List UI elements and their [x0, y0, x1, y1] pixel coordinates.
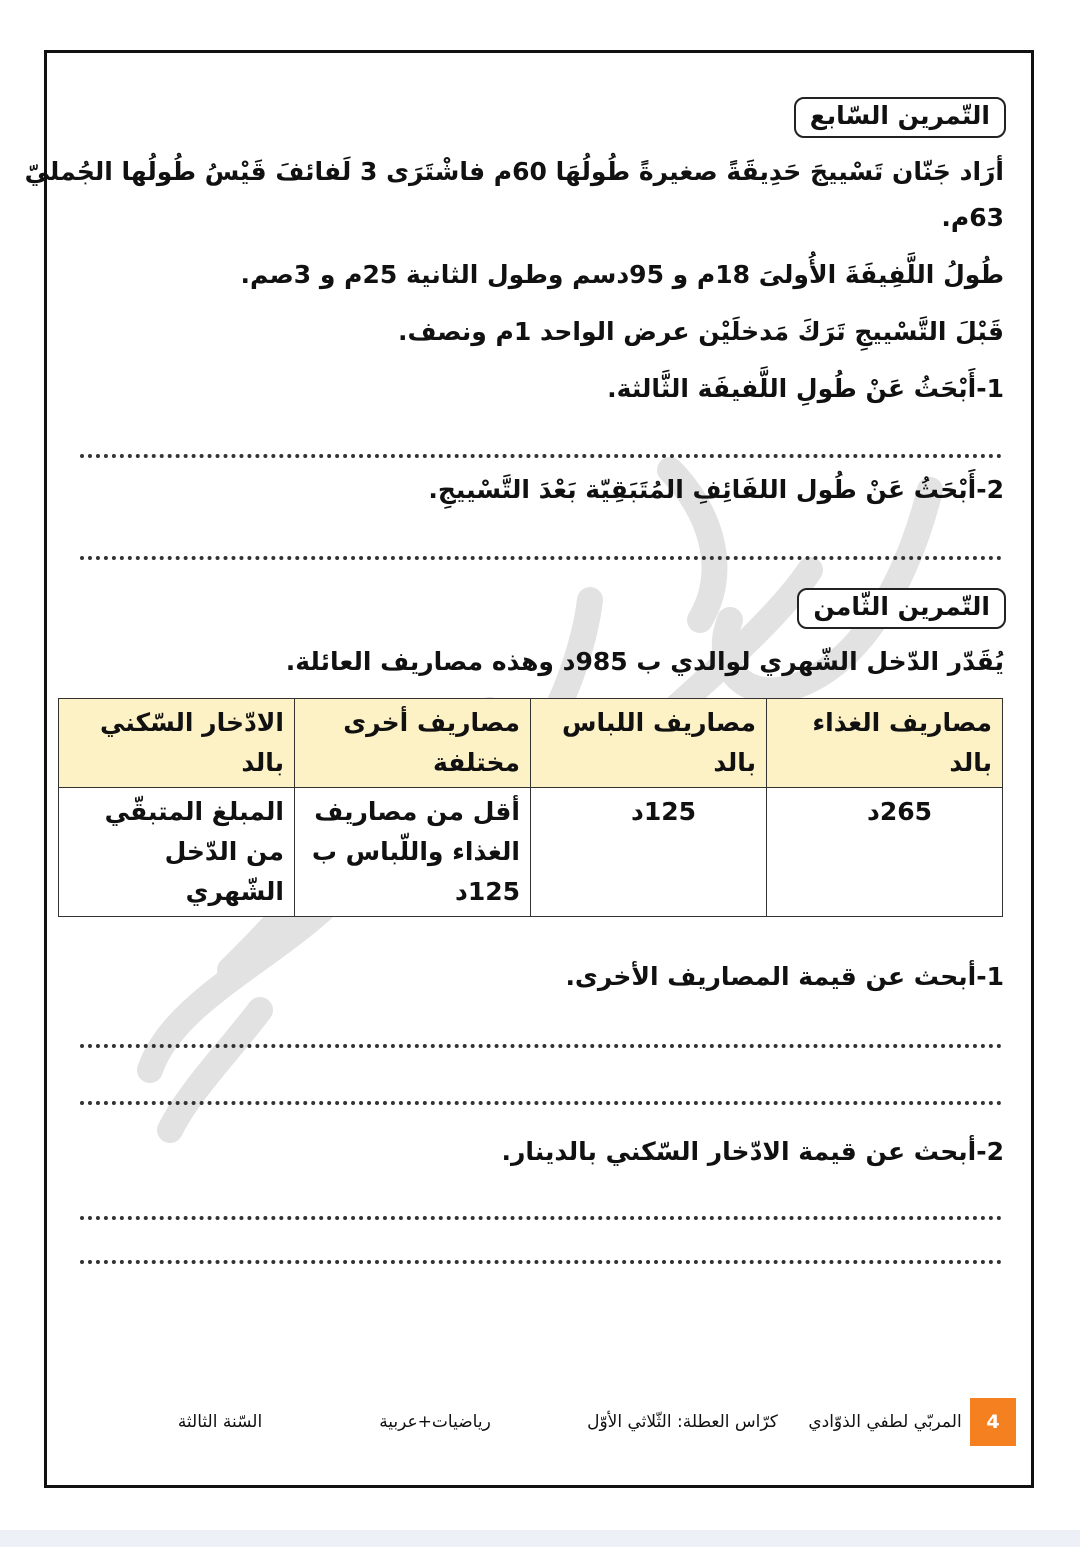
- expenses-table: [58, 698, 1003, 917]
- answer-line[interactable]: [80, 1040, 1002, 1048]
- header-clothing: مصاريف اللباس بالد: [531, 699, 767, 788]
- header-savings: الادّخار السّكني بالد: [59, 699, 295, 788]
- answer-line[interactable]: [80, 450, 1002, 458]
- footer-booklet: كرّاس العطلة: الثّلاثي الأوّل: [587, 1412, 778, 1432]
- footer-subjects: رياضيات+عربية: [379, 1412, 491, 1432]
- answer-line[interactable]: [80, 1212, 1002, 1220]
- exercise8-intro: يُقَدّر الدّخل الشّهري لوالدي ب 985د وهذه مصاريف العائلة.: [285, 647, 1004, 676]
- exercise7-title: التّمرين السّابع: [794, 97, 1006, 138]
- exercise8-question1: 1-أبحث عن قيمة المصاريف الأخرى.: [565, 962, 1004, 991]
- answer-line[interactable]: [80, 1097, 1002, 1105]
- cell-other-value: أقل من مصاريف الغذاء واللّباس ب 125د: [295, 788, 531, 917]
- exercise7-text-line1-cont: 63م.: [941, 203, 1004, 232]
- table-header-row: [59, 699, 1003, 788]
- exercise7-text-line1: أرَاد جَنّان تَسْييجَ حَدِيقَةً صغيرةً طُولُهَا 60م فاشْتَرَى 3 لَفائفَ قَيْسُ طُولُها الجُمليّ: [24, 157, 1004, 186]
- footer-author: المربّي لطفي الذوّادي: [808, 1412, 962, 1432]
- exercise8-title: التّمرين الثّامن: [797, 588, 1006, 629]
- cell-food-value: 265د: [767, 788, 1003, 917]
- exercise7-text-line2: طُولُ اللَّفِيفَةَ الأُولىَ 18م و 95دسم وطول الثانية 25م و 3صم.: [240, 260, 1004, 289]
- exercise7-question2: 2-أَبْحَثُ عَنْ طُول اللفَائِفِ المُتَبَقِيّة بَعْدَ التَّسْييجِ.: [428, 475, 1004, 504]
- cell-clothing-value: 125د: [531, 788, 767, 917]
- header-other: مصاريف أخرى مختلفة: [295, 699, 531, 788]
- exercise7-question1: 1-أَبْحَثُ عَنْ طُولِ اللَّفيفَة الثَّالثة.: [607, 374, 1004, 403]
- page-number-badge: 4: [970, 1398, 1016, 1446]
- answer-line[interactable]: [80, 552, 1002, 560]
- exercise7-text-line3: قَبْلَ التَّسْييجِ تَرَكَ مَدخلَيْن عرض الواحد 1م ونصف.: [397, 317, 1004, 346]
- exercise8-question2: 2-أبحث عن قيمة الادّخار السّكني بالدينار.: [501, 1137, 1004, 1166]
- cell-savings-value: المبلغ المتبقّي من الدّخل الشّهري: [59, 788, 295, 917]
- table-row: [59, 788, 1003, 917]
- answer-line[interactable]: [80, 1256, 1002, 1264]
- header-food: مصاريف الغذاء بالد: [767, 699, 1003, 788]
- footer-grade: السّنة الثالثة: [177, 1412, 263, 1432]
